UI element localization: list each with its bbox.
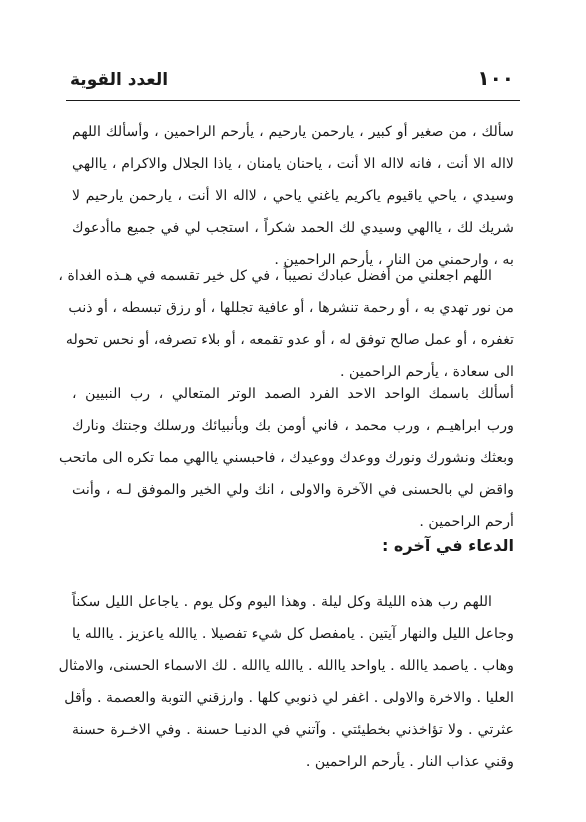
header-rule [66,100,520,101]
text-line: سألك ، من صغير أو كبير ، يارحمن يارحيم ، يأرحم الراحمين ، وأسألك اللهم [72,124,514,140]
text-line: أرحم الراحمين . [419,514,514,530]
paragraph-3 [58,378,514,538]
running-title: العدد القوية [70,70,169,90]
page-header [66,52,520,102]
text-line: من نور تهدي به ، أو رحمة تنشرها ، أو عافية تجللها ، أو رزق تبسطه ، أو ذنب [68,300,514,316]
section-heading: الدعاء في آخره : [381,536,514,555]
text-line: اللهم رب هذه الليلة وكل ليلة . وهذا اليوم وكل يوم . ياجاعل الليل سكناً [72,594,492,610]
text-line: اللهم اجعلني من أفضل عبادك نصيباً ، في كل خير تقسمه في هـذه الغداة ، [58,268,492,284]
text-line: وقني عذاب النار . يأرحم الراحمين . [305,754,514,770]
text-line: ورب ابراهيـم ، ورب محمد ، فاني أومن بك وبأنبيائك ورسلك وجنتك ونارك [72,418,514,434]
text-line: عثرتي . ولا تؤاخذني بخطيئتي . وآتني في الدنيـا حسنة . وفي الاخـرة حسنة [72,722,514,738]
paragraph-4 [58,586,514,778]
paragraph-2 [58,260,514,388]
text-line: واقض لي بالحسنى في الآخرة والاولى ، انك ولي الخير والموفق لـه ، وأنت [72,482,514,498]
text-line: أسألك باسمك الواحد الاحد الفرد الصمد الوتر المتعالي ، رب النبيين ، [72,386,514,402]
text-line: شريك لك ، ياالهي وسيدي لك الحمد شكراً ، استجب لي في جميع ماأدعوك [72,220,514,236]
text-line: العليا . والاخرة والاولى . اغفر لي ذنوبي كلها . وارزقني التوبة والعصمة . وأقل [64,690,514,706]
text-line: لااله الا أنت ، فانه لااله الا أنت ، ياحنان يامنان ، ياذا الجلال والاكرام ، ياالهي [72,156,514,172]
paragraph-1 [72,116,514,276]
text-line: وسيدي ، ياحي ياقيوم ياكريم ياغني ياحي ، لااله الا أنت ، يارحمن يارحيم لا [72,188,514,204]
text-line: به ، وارحمني من النار ، يأرحم الراحمين . [274,252,514,268]
text-line: الى سعادة ، يأرحم الراحمين . [340,364,514,380]
text-line: وهاب . ياصمد ياالله . ياواحد ياالله . ياالله ياالله . لك الاسماء الحسنى، والامثال [58,658,514,674]
text-line: وبعثك ونشورك ونورك ووعدك ووعيدك ، فاحبسني ياالهي مما تكره الى ماتحب [58,450,514,466]
text-line: تغفره ، أو عمل صالح توفق له ، أو عدو تقمعه ، أو بلاء تصرفه، أو نحس تحوله [65,332,514,348]
text-line: وجاعل الليل والنهار آيتين . يامفصل كل شيء تفصيلا . ياالله ياعزيز . ياالله يا [72,626,514,642]
page-number: ١٠٠ [477,66,514,90]
